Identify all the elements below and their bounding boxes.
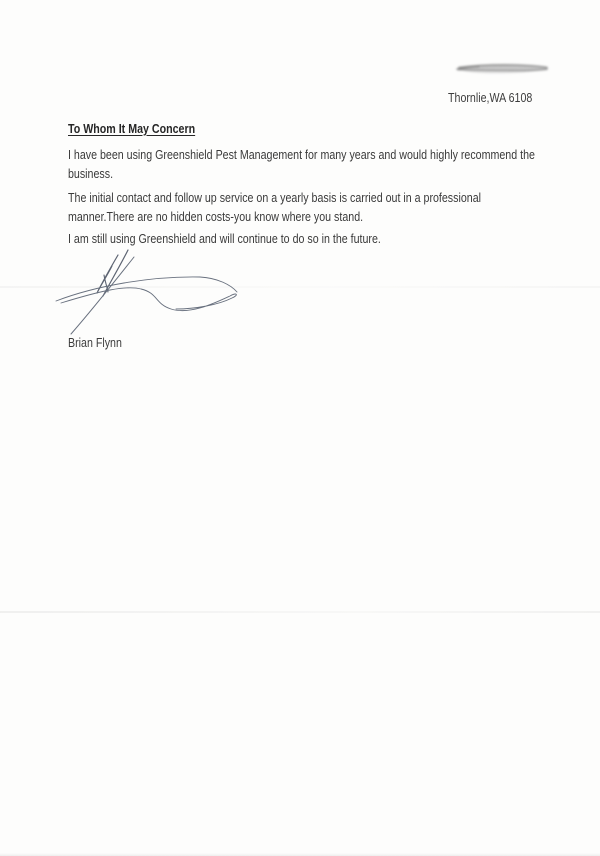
salutation-heading: To Whom It May Concern: [68, 121, 196, 136]
paragraph-1-line-1: I have been using Greenshield Pest Management for many years and would highly recommend the: [68, 147, 535, 162]
paper-fold-crease-lower: [0, 611, 600, 613]
signature-printed-name: Brian Flynn: [68, 335, 122, 350]
paragraph-1-line-2: business.: [68, 166, 114, 181]
handwritten-signature-scribble: [40, 245, 250, 340]
paragraph-2-line-1: The initial contact and follow up service on a yearly basis is carried out in a professional: [68, 190, 481, 205]
paragraph-2-line-2: manner.There are no hidden costs-you know where you stand.: [68, 209, 364, 224]
sender-suburb-line: Thornlie,WA 6108: [448, 90, 533, 105]
paragraph-3-line-1: I am still using Greenshield and will continue to do so in the future.: [68, 231, 381, 246]
redacted-address-mark: [453, 61, 551, 77]
